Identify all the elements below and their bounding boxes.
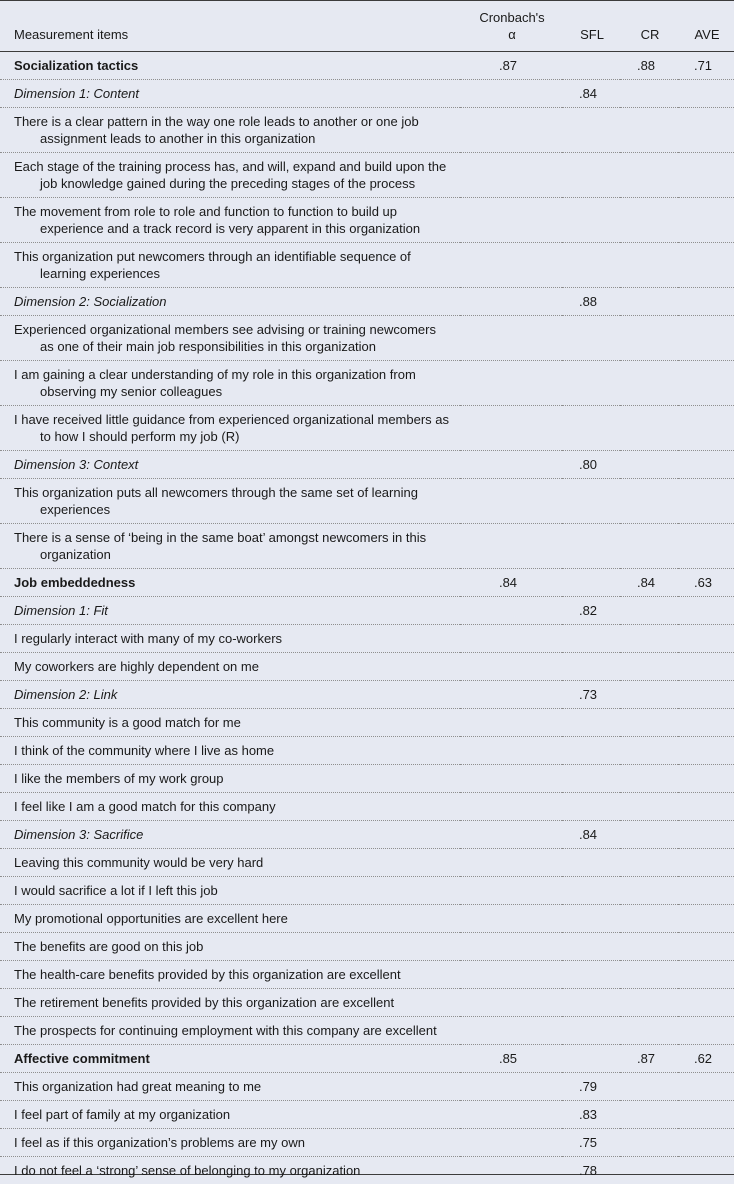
ave-value — [678, 989, 734, 1017]
item-row — [0, 905, 734, 933]
item-label: Dimension 3: Sacrifice — [14, 826, 450, 843]
sfl-value — [562, 905, 620, 933]
ave-value — [678, 877, 734, 905]
item-row — [0, 524, 734, 569]
item-label: Job embeddedness — [14, 574, 450, 591]
cronbach-alpha-value — [460, 737, 562, 765]
header-ave: AVE — [678, 1, 734, 52]
item-row — [0, 961, 734, 989]
item-row — [0, 1129, 734, 1157]
dimension-row — [0, 681, 734, 709]
item-row — [0, 361, 734, 406]
ave-value — [678, 243, 734, 288]
item-row — [0, 198, 734, 243]
sfl-value — [562, 198, 620, 243]
cronbach-alpha-value — [460, 1157, 562, 1184]
cronbach-alpha-value — [460, 905, 562, 933]
cronbach-alpha-value — [460, 961, 562, 989]
cr-value — [620, 961, 678, 989]
measurement-item-text — [0, 108, 460, 153]
measurement-item-text — [0, 653, 460, 681]
cronbach-alpha-value — [460, 451, 562, 479]
ave-value — [678, 406, 734, 451]
item-label: I have received little guidance from experienced organizational members as to how I should perform my job (R) — [14, 411, 450, 445]
item-label: My promotional opportunities are excellent here — [14, 910, 450, 927]
measurement-item-text — [0, 1101, 460, 1129]
item-label: Each stage of the training process has, and will, expand and build upon the job knowledge gained during the preceding stages of the process — [14, 158, 450, 192]
ave-value — [678, 198, 734, 243]
measurement-item-text — [0, 316, 460, 361]
dimension-row — [0, 821, 734, 849]
item-label: This organization had great meaning to me — [14, 1078, 450, 1095]
item-label: My coworkers are highly dependent on me — [14, 658, 450, 675]
cr-value — [620, 597, 678, 625]
cr-value — [620, 243, 678, 288]
measurement-item-text — [0, 479, 460, 524]
sfl-value — [562, 406, 620, 451]
item-label: Dimension 2: Link — [14, 686, 450, 703]
sfl-value — [562, 243, 620, 288]
header-sfl: SFL — [562, 1, 620, 52]
item-label: This organization put newcomers through an identifiable sequence of learning experiences — [14, 248, 450, 282]
cronbach-alpha-value — [460, 681, 562, 709]
cronbach-alpha-value — [460, 597, 562, 625]
item-row — [0, 933, 734, 961]
cr-value — [620, 479, 678, 524]
cronbach-alpha-value — [460, 849, 562, 877]
sfl-value — [562, 1045, 620, 1073]
sfl-value — [562, 316, 620, 361]
cr-value: .87 — [620, 1045, 678, 1073]
ave-value — [678, 849, 734, 877]
sfl-value — [562, 989, 620, 1017]
sfl-value: .78 — [562, 1157, 620, 1184]
section-title — [0, 52, 460, 80]
dimension-row — [0, 597, 734, 625]
item-label: I regularly interact with many of my co-workers — [14, 630, 450, 647]
cronbach-alpha-value — [460, 1073, 562, 1101]
item-label: This organization puts all newcomers through the same set of learning experiences — [14, 484, 450, 518]
ave-value — [678, 1101, 734, 1129]
cronbach-alpha-value — [460, 821, 562, 849]
cr-value — [620, 361, 678, 406]
ave-value — [678, 905, 734, 933]
cr-value — [620, 1017, 678, 1045]
ave-value: .62 — [678, 1045, 734, 1073]
ave-value — [678, 961, 734, 989]
ave-value — [678, 108, 734, 153]
ave-value — [678, 288, 734, 316]
ave-value — [678, 709, 734, 737]
ave-value — [678, 361, 734, 406]
ave-value — [678, 1017, 734, 1045]
measurement-item-text — [0, 198, 460, 243]
cr-value — [620, 737, 678, 765]
ave-value — [678, 737, 734, 765]
sfl-value: .82 — [562, 597, 620, 625]
item-label: I would sacrifice a lot if I left this job — [14, 882, 450, 899]
item-label: I do not feel a ‘strong’ sense of belonging to my organization — [14, 1162, 450, 1179]
item-label: I feel like I am a good match for this company — [14, 798, 450, 815]
sfl-value — [562, 709, 620, 737]
cronbach-alpha-value — [460, 793, 562, 821]
measurement-item-text — [0, 406, 460, 451]
ave-value — [678, 933, 734, 961]
header-row — [0, 1, 734, 52]
measurement-item-text — [0, 1157, 460, 1184]
sfl-value — [562, 479, 620, 524]
cr-value — [620, 765, 678, 793]
table-body — [0, 52, 734, 1184]
measurement-item-text — [0, 793, 460, 821]
cronbach-alpha-value — [460, 1101, 562, 1129]
measurement-item-text — [0, 1073, 460, 1101]
cronbach-alpha-value — [460, 709, 562, 737]
item-label: I am gaining a clear understanding of my role in this organization from observing my senior colleagues — [14, 366, 450, 400]
ave-value: .63 — [678, 569, 734, 597]
cronbach-alpha-value — [460, 479, 562, 524]
ave-value — [678, 524, 734, 569]
dimension-title — [0, 288, 460, 316]
ave-value — [678, 653, 734, 681]
measurement-item-text — [0, 1017, 460, 1045]
sfl-value — [562, 737, 620, 765]
dimension-title — [0, 597, 460, 625]
cronbach-alpha-value: .84 — [460, 569, 562, 597]
sfl-value — [562, 877, 620, 905]
cronbach-alpha-value — [460, 1017, 562, 1045]
cr-value — [620, 681, 678, 709]
item-label: I like the members of my work group — [14, 770, 450, 787]
sfl-value: .84 — [562, 821, 620, 849]
cronbach-alpha-value — [460, 765, 562, 793]
item-label: Dimension 3: Context — [14, 456, 450, 473]
measurement-item-text — [0, 933, 460, 961]
cr-value — [620, 821, 678, 849]
dimension-row — [0, 80, 734, 108]
item-row — [0, 1157, 734, 1184]
header-cr: CR — [620, 1, 678, 52]
cr-value — [620, 849, 678, 877]
cronbach-alpha-value: .85 — [460, 1045, 562, 1073]
ave-value — [678, 316, 734, 361]
ave-value — [678, 681, 734, 709]
ave-value — [678, 1129, 734, 1157]
item-label: Dimension 2: Socialization — [14, 293, 450, 310]
cronbach-alpha-value — [460, 625, 562, 653]
item-row — [0, 989, 734, 1017]
measurement-item-text — [0, 243, 460, 288]
cronbach-alpha-value — [460, 153, 562, 198]
ave-value — [678, 821, 734, 849]
item-label: Dimension 1: Content — [14, 85, 450, 102]
measurement-item-text — [0, 709, 460, 737]
section-row — [0, 52, 734, 80]
sfl-value — [562, 569, 620, 597]
cr-value — [620, 905, 678, 933]
cr-value — [620, 316, 678, 361]
sfl-value: .84 — [562, 80, 620, 108]
ave-value — [678, 451, 734, 479]
item-row — [0, 1017, 734, 1045]
cr-value — [620, 198, 678, 243]
item-label: I feel as if this organization’s problems are my own — [14, 1134, 450, 1151]
dimension-row — [0, 451, 734, 479]
item-label: I feel part of family at my organization — [14, 1106, 450, 1123]
header-cronbach-alpha — [460, 1, 562, 52]
dimension-title — [0, 80, 460, 108]
sfl-value — [562, 765, 620, 793]
measurement-item-text — [0, 361, 460, 406]
cr-value — [620, 80, 678, 108]
measurement-item-text — [0, 153, 460, 198]
cr-value — [620, 709, 678, 737]
item-row — [0, 709, 734, 737]
item-row — [0, 1073, 734, 1101]
sfl-value — [562, 793, 620, 821]
cronbach-alpha-value — [460, 1129, 562, 1157]
item-row — [0, 737, 734, 765]
sfl-value — [562, 961, 620, 989]
item-label: The health-care benefits provided by this organization are excellent — [14, 966, 450, 983]
sfl-value — [562, 524, 620, 569]
cr-value — [620, 933, 678, 961]
item-label: Affective commitment — [14, 1050, 450, 1067]
ave-value: .71 — [678, 52, 734, 80]
item-row — [0, 849, 734, 877]
item-label: The retirement benefits provided by this organization are excellent — [14, 994, 450, 1011]
item-label: There is a clear pattern in the way one role leads to another or one job assignment leads to another in this organization — [14, 113, 450, 147]
sfl-value — [562, 849, 620, 877]
ave-value — [678, 153, 734, 198]
item-label: The movement from role to role and function to function to build up experience and a track record is very apparent in this organization — [14, 203, 450, 237]
measurement-item-text — [0, 765, 460, 793]
sfl-value: .83 — [562, 1101, 620, 1129]
cronbach-alpha-value — [460, 108, 562, 153]
item-label: Experienced organizational members see advising or training newcomers as one of their main job responsibilities in this organization — [14, 321, 450, 355]
table-header — [0, 1, 734, 52]
sfl-value — [562, 52, 620, 80]
ave-value — [678, 793, 734, 821]
cronbach-alpha-value — [460, 933, 562, 961]
cr-value — [620, 1073, 678, 1101]
cronbach-alpha-value — [460, 524, 562, 569]
sfl-value: .75 — [562, 1129, 620, 1157]
header-measurement-items: Measurement items — [0, 1, 460, 52]
cronbach-alpha-value — [460, 361, 562, 406]
ave-value — [678, 1157, 734, 1184]
sfl-value — [562, 933, 620, 961]
cronbach-alpha-value — [460, 198, 562, 243]
cr-value — [620, 451, 678, 479]
cronbach-alpha-value — [460, 316, 562, 361]
dimension-title — [0, 451, 460, 479]
cronbach-alpha-value: .87 — [460, 52, 562, 80]
cronbach-alpha-value — [460, 288, 562, 316]
item-label: Leaving this community would be very hard — [14, 854, 450, 871]
measurement-item-text — [0, 524, 460, 569]
measurement-item-text — [0, 625, 460, 653]
cronbach-alpha-value — [460, 406, 562, 451]
measurement-item-text — [0, 905, 460, 933]
item-label: Socialization tactics — [14, 57, 450, 74]
ave-value — [678, 1073, 734, 1101]
section-row — [0, 1045, 734, 1073]
cronbach-alpha-value — [460, 653, 562, 681]
item-label: There is a sense of ‘being in the same boat’ amongst newcomers in this organization — [14, 529, 450, 563]
section-title — [0, 1045, 460, 1073]
cr-value — [620, 877, 678, 905]
cr-value — [620, 625, 678, 653]
ave-value — [678, 765, 734, 793]
measurement-item-text — [0, 737, 460, 765]
item-row — [0, 108, 734, 153]
cr-value — [620, 406, 678, 451]
item-row — [0, 1101, 734, 1129]
cr-value: .88 — [620, 52, 678, 80]
section-title — [0, 569, 460, 597]
cronbach-alpha-value — [460, 80, 562, 108]
measurement-item-text — [0, 849, 460, 877]
measurement-item-text — [0, 989, 460, 1017]
measurement-item-text — [0, 877, 460, 905]
cr-value — [620, 524, 678, 569]
item-row — [0, 625, 734, 653]
cr-value: .84 — [620, 569, 678, 597]
item-row — [0, 877, 734, 905]
dimension-title — [0, 821, 460, 849]
measurement-item-text — [0, 961, 460, 989]
section-row — [0, 569, 734, 597]
sfl-value: .88 — [562, 288, 620, 316]
item-row — [0, 653, 734, 681]
dimension-row — [0, 288, 734, 316]
item-row — [0, 243, 734, 288]
item-label: This community is a good match for me — [14, 714, 450, 731]
sfl-value — [562, 361, 620, 406]
cr-value — [620, 989, 678, 1017]
item-row — [0, 765, 734, 793]
cr-value — [620, 1101, 678, 1129]
sfl-value: .80 — [562, 451, 620, 479]
cronbach-alpha-value — [460, 989, 562, 1017]
header-alpha-line2: α — [508, 27, 516, 42]
sfl-value — [562, 108, 620, 153]
cr-value — [620, 793, 678, 821]
ave-value — [678, 80, 734, 108]
cr-value — [620, 288, 678, 316]
item-row — [0, 316, 734, 361]
cronbach-alpha-value — [460, 877, 562, 905]
cr-value — [620, 1157, 678, 1184]
cr-value — [620, 153, 678, 198]
sfl-value — [562, 153, 620, 198]
cr-value — [620, 108, 678, 153]
sfl-value — [562, 1017, 620, 1045]
sfl-value — [562, 653, 620, 681]
item-label: The prospects for continuing employment with this company are excellent — [14, 1022, 450, 1039]
sfl-value: .73 — [562, 681, 620, 709]
cr-value — [620, 1129, 678, 1157]
item-row — [0, 793, 734, 821]
item-row — [0, 153, 734, 198]
item-label: Dimension 1: Fit — [14, 602, 450, 619]
ave-value — [678, 597, 734, 625]
item-row — [0, 406, 734, 451]
item-label: The benefits are good on this job — [14, 938, 450, 955]
cr-value — [620, 653, 678, 681]
ave-value — [678, 625, 734, 653]
dimension-title — [0, 681, 460, 709]
ave-value — [678, 479, 734, 524]
sfl-value: .79 — [562, 1073, 620, 1101]
cronbach-alpha-value — [460, 243, 562, 288]
measurement-item-text — [0, 1129, 460, 1157]
item-label: I think of the community where I live as home — [14, 742, 450, 759]
sfl-value — [562, 625, 620, 653]
header-alpha-line1: Cronbach's — [479, 10, 544, 25]
item-row — [0, 479, 734, 524]
measurement-table — [0, 1, 734, 1184]
